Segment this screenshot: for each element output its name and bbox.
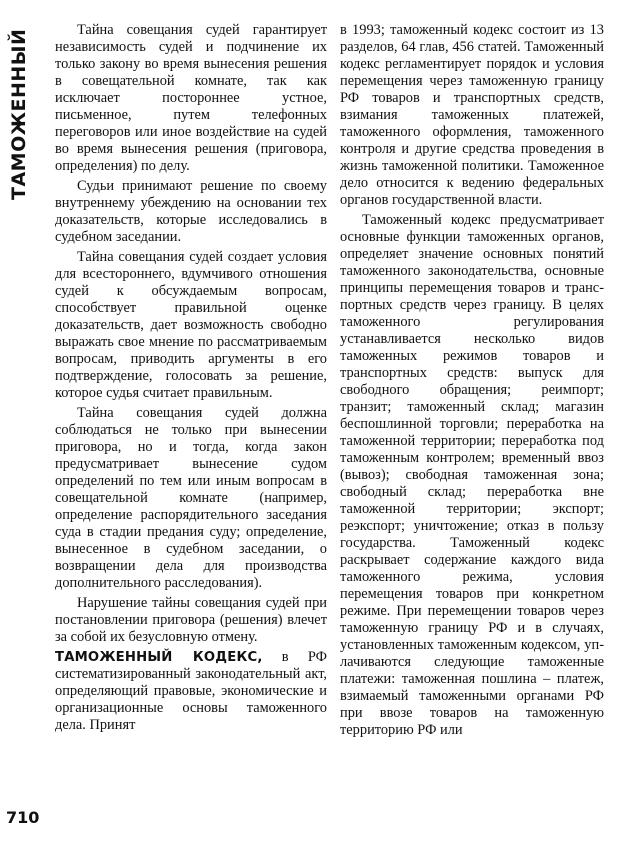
paragraph: в 1993; таможенный кодекс состоит из 13 разделов, 64 глав, 456 статей. Таможенный кодекс регламентирует порядок и условия перемещения через таможенную границу РФ товаров и транспортных средств, взимания таможенных платежей, таможенного оформления, таможенного контроля и другие средства проведения в жизнь таможенной политики. Таможенное дело относится к ведению федеральных органов государственной власти. — [340, 22, 604, 208]
left-column — [55, 22, 327, 737]
paragraph: Нарушение тайны совещания судей при постановлении приговора (решения) влечет за собой их безусловную отмену. — [55, 595, 327, 645]
article-headword: ТАМОЖЕННЫЙ КОДЕКС, — [55, 650, 263, 665]
page-number: 710 — [6, 808, 40, 827]
paragraph: Тайна совещания судей гарантирует независимость судей и подчинение их только закону во время вынесения решения в совещательной комнате, так как исключает постороннее устное, письменное, путем телефонных переговоров или иное воздействие на судей во время вынесения решения (приговора, определения) по делу. — [55, 22, 327, 174]
paragraph: Судьи принимают решение по своему внутреннему убеждению на основании тех доказательств, которые исследовались в судебном заседании. — [55, 178, 327, 245]
paragraph: Таможенный кодекс предусматривает основные функции таможенных органов, определяет значение основных понятий таможенного законодательства, основные принципы перемещения товаров и транспортных средств через границу. В целях таможенного регулирования устанавливается несколько видов таможенных режимов товаров и транспортных средств: выпуск для свободного обращения; реимпорт; транзит; таможенный склад; магазин беспошлинной торговли; переработка на таможенной территории; переработка под таможенным контролем; временный ввоз (вывоз); свободная таможенная зона; свободный склад; переработка вне таможенной территории; экспорт; реэкспорт; уничтожение; отказ в пользу государства. Таможенный кодекс раскрывает содержание каждого вида таможенного режима, условия перемещения товаров при конкретном режиме. При перемещении товаров через таможенную границу РФ и в случаях, установленных таможенным кодексом, уплачиваются следующие таможенные платежи: таможенная пошлина – платеж, взимаемый таможенными органами РФ при ввозе товаров на таможенную территорию РФ или — [340, 212, 604, 738]
paragraph: Тайна совещания судей должна соблюдаться не только при вынесении приговора, но и тогда, когда закон предусматривает вынесение судом определений по тем или иным вопросам в совещательной комнате (например, определение распорядительного заседания суда в стадии предания суду; определение, вынесенное в судебном заседании, о возвращении дела для производства дополнительного расследования). — [55, 405, 327, 591]
running-head: ТАМОЖЕННЫЙ — [8, 28, 30, 200]
article-text: в РФ систематизированный законодательный акт, определяющий правовые, экономические и организационные основы таможенного дела. Принят — [55, 649, 327, 733]
paragraph: Тайна совещания судей создает условия для всестороннего, вдумчивого отношения судей к обсуждаемым вопросам, способствует правильной оценке доказательств, дает возможность свободно выражать свое мнение по рассматриваемым вопросам, приводить аргументы в его подтверждение, голосовать за решение, которое судья считает правильным. — [55, 249, 327, 401]
article-entry — [55, 649, 327, 734]
right-column — [340, 22, 604, 742]
